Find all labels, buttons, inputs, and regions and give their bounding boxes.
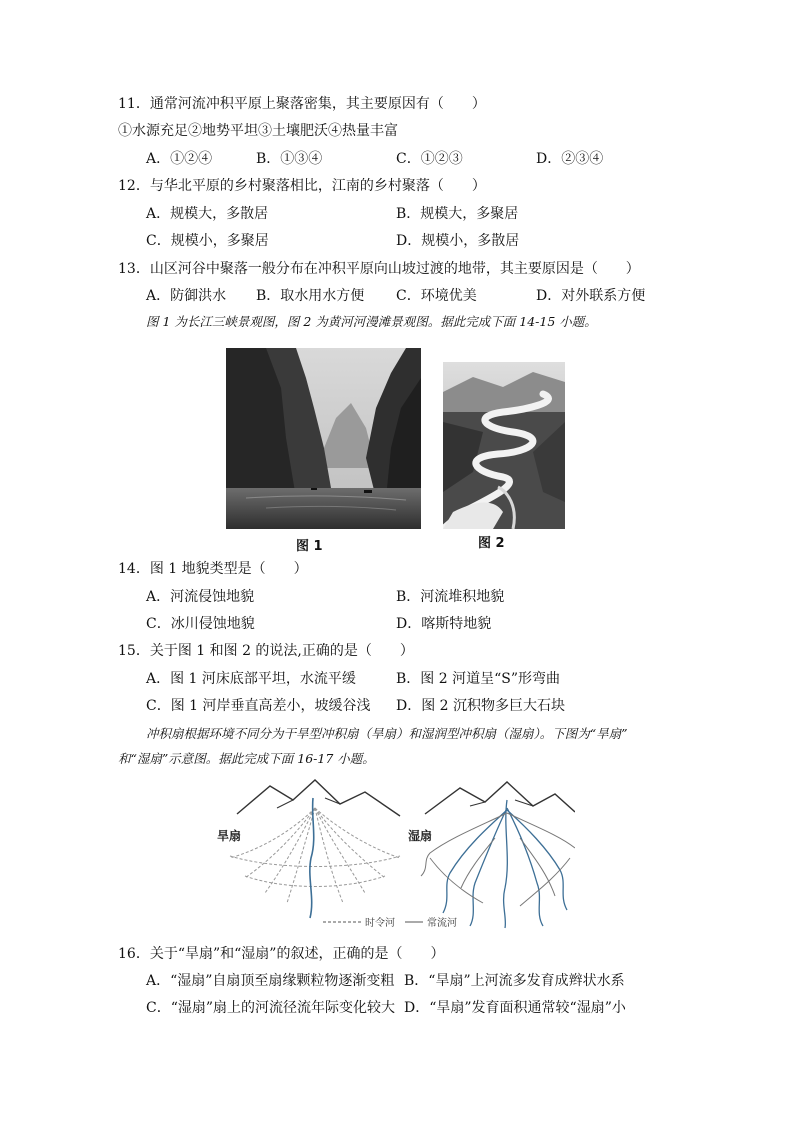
q16-option-b: B．“旱扇”上河流多发育成辫状水系 (404, 973, 625, 989)
q15-option-c: C．图 1 河岸垂直高差小，坡缓谷浅 (146, 698, 371, 714)
q14-option-c: C．冰川侵蚀地貌 (146, 616, 255, 632)
q13-option-d: D．对外联系方便 (536, 288, 646, 304)
q11-option-c: C．①②③ (396, 151, 463, 167)
q15-stem: 15．关于图 1 和图 2 的说法,正确的是（ ） (118, 643, 414, 659)
q15-option-d: D．图 2 沉积物多巨大石块 (396, 698, 566, 714)
q12-stem: 12．与华北平原的乡村聚落相比，江南的乡村聚落（ ） (118, 178, 486, 194)
q15-option-a: A．图 1 河床底部平坦，水流平缓 (146, 671, 356, 687)
intro-16-17-line2: 和“湿扇”示意图。据此完成下面 16-17 小题。 (118, 751, 375, 766)
q11-stem: 11．通常河流冲积平原上聚落密集，其主要原因有（ ） (118, 96, 486, 112)
q13-option-c: C．环境优美 (396, 288, 477, 304)
intro-14-15: 图 1 为长江三峡景观图，图 2 为黄河河漫滩景观图。据此完成下面 14-15 小题。 (146, 314, 597, 329)
q12-option-b: B．规模大，多聚居 (396, 206, 519, 222)
q13-option-b: B．取水用水方便 (256, 288, 365, 304)
dry-fan-label: 旱扇 (217, 829, 242, 843)
figure-1-caption: 图 1 (296, 539, 323, 554)
q11-option-d: D．②③④ (536, 151, 604, 167)
q14-stem: 14．图 1 地貌类型是（ ） (118, 561, 308, 577)
q16-option-d: D．“旱扇”发育面积通常较“湿扇”小 (404, 1000, 626, 1016)
q11-conditions: ①水源充足②地势平坦③土壤肥沃④热量丰富 (118, 123, 398, 139)
legend-seasonal: 时令河 (365, 918, 395, 929)
q16-option-a: A．“湿扇”自扇顶至扇缘颗粒物逐渐变粗 (146, 973, 395, 989)
q12-option-d: D．规模小，多散居 (396, 233, 520, 249)
q13-option-a: A．防御洪水 (146, 288, 227, 304)
wet-fan-label: 湿扇 (408, 829, 433, 843)
q12-option-c: C．规模小，多聚居 (146, 233, 269, 249)
q11-option-b: B．①③④ (256, 151, 323, 167)
q16-option-c: C．“湿扇”扇上的河流径流年际变化较大 (146, 1000, 396, 1016)
q15-option-b: B．图 2 河道呈“S”形弯曲 (396, 671, 561, 687)
intro-16-17-line1: 冲积扇根据环境不同分为干旱型冲积扇（旱扇）和湿润型冲积扇（湿扇）。下图为“旱扇” (146, 726, 628, 741)
q12-option-a: A．规模大，多散居 (146, 206, 269, 222)
legend-perennial: 常流河 (427, 918, 457, 929)
figure-2-caption: 图 2 (478, 536, 505, 551)
q14-option-d: D．喀斯特地貌 (396, 616, 492, 632)
figure-2-floodplain-photo (443, 362, 565, 529)
q14-option-b: B．河流堆积地貌 (396, 589, 505, 605)
q11-option-a: A．①②④ (146, 151, 213, 167)
alluvial-fan-diagram (215, 778, 575, 930)
q14-option-a: A．河流侵蚀地貌 (146, 589, 255, 605)
figure-1-gorge-photo (226, 348, 421, 529)
q16-stem: 16．关于“旱扇”和“湿扇”的叙述，正确的是（ ） (118, 946, 445, 962)
q13-stem: 13．山区河谷中聚落一般分布在冲积平原向山坡过渡的地带，其主要原因是（ ） (118, 261, 640, 277)
